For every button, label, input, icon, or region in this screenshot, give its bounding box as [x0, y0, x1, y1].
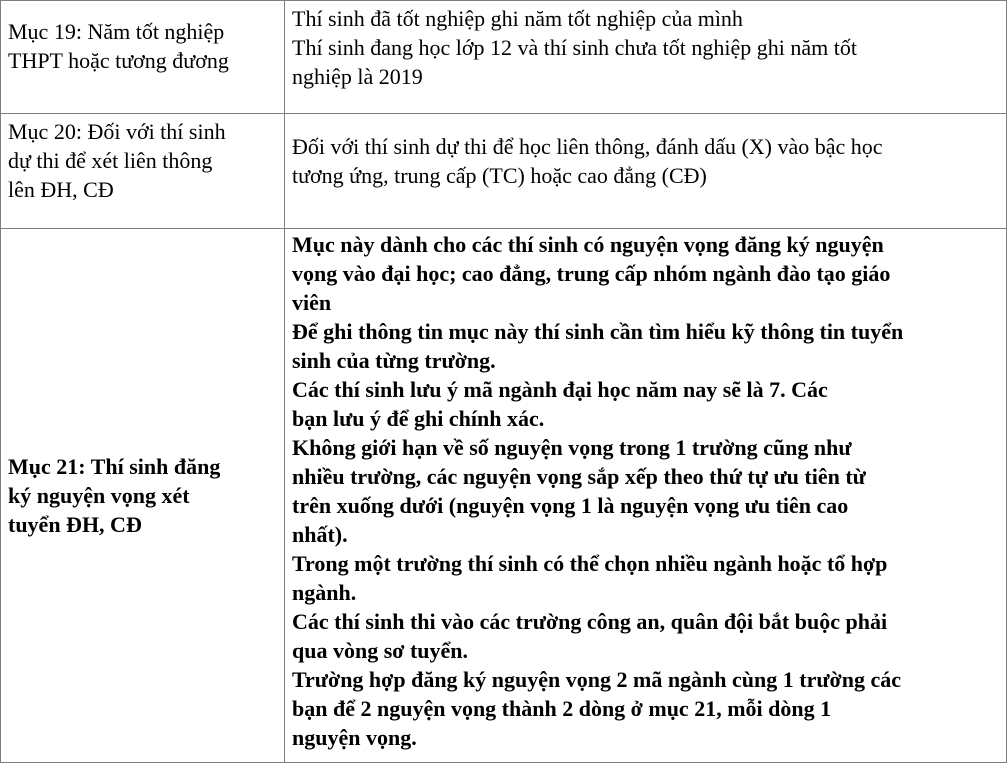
row-content-line: ngành. — [292, 580, 357, 605]
row-label-line: lên ĐH, CĐ — [8, 177, 114, 202]
row-content-line: Thí sinh đang học lớp 12 và thí sinh chưa tốt nghiệp ghi năm tốt — [292, 35, 857, 60]
row-label-line: Mục 21: Thí sinh đăng — [8, 454, 221, 479]
row-content-line: nhất). — [292, 522, 348, 547]
row-content-line: qua vòng sơ tuyển. — [292, 638, 469, 663]
row-label-line: dự thi để xét liên thông — [8, 148, 213, 173]
row-content-line: trên xuống dưới (nguyện vọng 1 là nguyện vọng ưu tiên cao — [292, 493, 849, 518]
row-label-cell — [1, 114, 285, 229]
row-content-cell — [285, 1, 1007, 114]
row-content-line: bạn để 2 nguyện vọng thành 2 dòng ở mục 21, mỗi dòng 1 — [292, 696, 832, 721]
row-content-line: Mục này dành cho các thí sinh có nguyện vọng đăng ký nguyện — [292, 232, 884, 257]
table-row-muc-19 — [1, 1, 1007, 114]
row-content-line: nghiệp là 2019 — [292, 64, 423, 89]
row-content-line: Trường hợp đăng ký nguyện vọng 2 mã ngành cùng 1 trường các — [292, 667, 901, 692]
row-content-line: nguyện vọng. — [292, 725, 417, 750]
row-content-cell — [285, 114, 1007, 229]
row-content-line: nhiều trường, các nguyện vọng sắp xếp theo thứ tự ưu tiên từ — [292, 464, 866, 489]
row-label-line: Mục 20: Đối với thí sinh — [8, 119, 226, 144]
row-content-cell — [285, 229, 1007, 763]
row-content-line: Để ghi thông tin mục này thí sinh cần tìm hiểu kỹ thông tin tuyển — [292, 319, 904, 344]
row-content-line: Các thí sinh thi vào các trường công an, quân đội bắt buộc phải — [292, 609, 888, 634]
row-label-cell — [1, 1, 285, 114]
row-content-line: tương ứng, trung cấp (TC) hoặc cao đẳng (CĐ) — [292, 163, 707, 188]
row-content-line: vọng vào đại học; cao đẳng, trung cấp nhóm ngành đào tạo giáo — [292, 261, 891, 286]
row-label-line: THPT hoặc tương đương — [8, 48, 229, 73]
row-content-line: Các thí sinh lưu ý mã ngành đại học năm nay sẽ là 7. Các — [292, 377, 828, 402]
row-content-line: viên — [292, 290, 332, 315]
row-content-line: bạn lưu ý để ghi chính xác. — [292, 406, 545, 431]
row-content-line: Trong một trường thí sinh có thể chọn nhiều ngành hoặc tổ hợp — [292, 551, 888, 576]
row-content-line: sinh của từng trường. — [292, 348, 496, 373]
row-label-line: Mục 19: Năm tốt nghiệp — [8, 19, 225, 44]
row-content-line: Thí sinh đã tốt nghiệp ghi năm tốt nghiệp của mình — [292, 6, 743, 31]
row-content-line: Đối với thí sinh dự thi để học liên thông, đánh dấu (X) vào bậc học — [292, 134, 883, 159]
row-label-cell — [1, 229, 285, 763]
table-row-muc-21 — [1, 229, 1007, 763]
row-label-line: ký nguyện vọng xét — [8, 483, 190, 508]
row-content-line: Không giới hạn về số nguyện vọng trong 1 trường cũng như — [292, 435, 852, 460]
table-row-muc-20 — [1, 114, 1007, 229]
row-label-line: tuyển ĐH, CĐ — [8, 512, 142, 537]
